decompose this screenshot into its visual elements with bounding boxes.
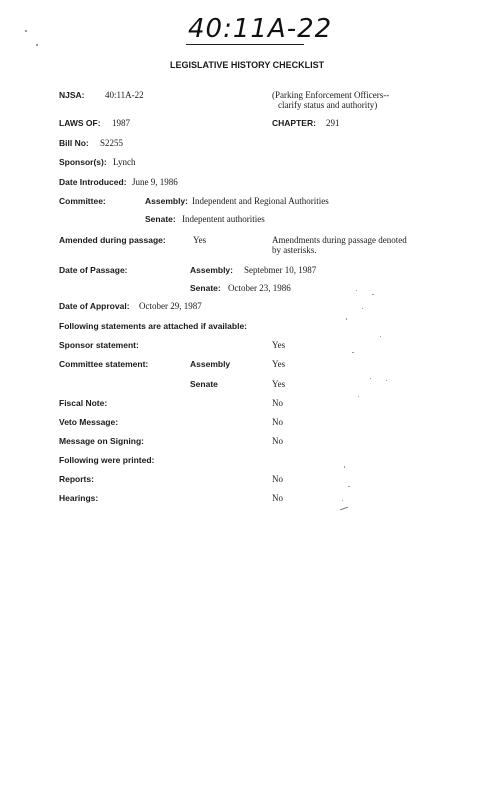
njsa-description-line1: (Parking Enforcement Officers-- [272, 90, 390, 100]
date-of-passage-label: Date of Passage: [59, 265, 128, 275]
njsa-description-line2: clarify status and authority) [278, 100, 378, 110]
amended-value: Yes [193, 235, 207, 245]
committee-statement-senate-value: Yes [272, 379, 286, 389]
scan-speck [36, 44, 38, 46]
njsa-label: NJSA: [59, 90, 85, 100]
message-on-signing-value: No [272, 436, 283, 446]
committee-statement-assembly-value: Yes [272, 359, 286, 369]
date-of-approval-value: October 29, 1987 [139, 301, 202, 311]
laws-of-value: 1987 [112, 118, 130, 128]
njsa-value: 40:11A-22 [105, 90, 144, 100]
printed-heading: Following were printed: [59, 455, 155, 465]
fiscal-note-label: Fiscal Note: [59, 398, 108, 408]
committee-statement-assembly-label: Assembly [190, 359, 231, 369]
sponsor-statement-label: Sponsor statement: [59, 340, 139, 350]
date-of-approval-label: Date of Approval: [59, 301, 130, 311]
bill-no-label: Bill No: [59, 138, 89, 148]
committee-senate-value: Indepentent authorities [182, 214, 265, 224]
page-title: LEGISLATIVE HISTORY CHECKLIST [170, 60, 325, 70]
message-on-signing-label: Message on Signing: [59, 436, 145, 446]
amended-label: Amended during passage: [59, 235, 166, 245]
date-introduced-label: Date Introduced: [59, 177, 127, 187]
handwritten-underline [186, 44, 304, 45]
passage-senate-label: Senate: [190, 283, 221, 293]
sponsor-value: Lynch [113, 157, 136, 167]
veto-message-value: No [272, 417, 283, 427]
bill-no-value: S2255 [100, 138, 124, 148]
hearings-value: No [272, 493, 283, 503]
committee-label: Committee: [59, 196, 106, 206]
veto-message-label: Veto Message: [59, 417, 119, 427]
committee-statement-senate-label: Senate [190, 379, 218, 389]
laws-of-label: LAWS OF: [59, 118, 101, 128]
hearings-label: Hearings: [59, 493, 99, 503]
passage-assembly-value: Septebmer 10, 1987 [244, 265, 317, 275]
statements-attached-heading: Following statements are attached if available: [59, 321, 247, 331]
passage-senate-value: October 23, 1986 [228, 283, 291, 293]
reports-label: Reports: [59, 474, 94, 484]
committee-senate-label: Senate: [145, 214, 176, 224]
scan-speck [25, 30, 27, 32]
reports-value: No [272, 474, 283, 484]
committee-assembly-value: Independent and Regional Authorities [192, 196, 329, 206]
fiscal-note-value: No [272, 398, 283, 408]
handwritten-reference: 40:11A-22 [188, 14, 333, 44]
amended-note-line1: Amendments during passage denoted [272, 235, 407, 245]
committee-assembly-label: Assembly: [145, 196, 188, 206]
chapter-label: CHAPTER: [272, 118, 316, 128]
sponsor-statement-value: Yes [272, 340, 286, 350]
date-introduced-value: June 9, 1986 [132, 177, 178, 187]
chapter-value: 291 [326, 118, 340, 128]
passage-assembly-label: Assembly: [190, 265, 233, 275]
sponsor-label: Sponsor(s): [59, 157, 107, 167]
amended-note-line2: by asterisks. [272, 245, 317, 255]
committee-statement-label: Committee statement: [59, 359, 149, 369]
